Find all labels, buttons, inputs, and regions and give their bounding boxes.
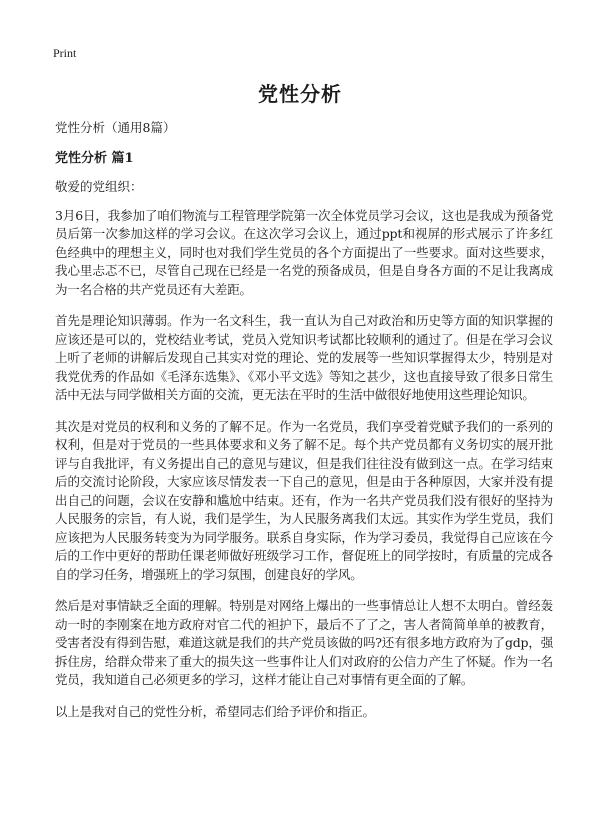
section-heading: 党性分析 篇1 <box>55 150 134 166</box>
document-title: 党性分析 <box>258 82 342 106</box>
document-subtitle: 党性分析（通用8篇） <box>55 120 176 135</box>
document-body <box>55 119 553 721</box>
paragraph-1: 3月6日，我参加了咱们物流与工程管理学院第一次全体党员学习会议，这也是我成为预备党员后第一次参加这样的学习会议。在这次学习会议上，通过ppt和视屏的形式展示了许多红色经典中的理想主义，同时也对我们学生党员的各个方面提出了一些要求。面对这些要求，我心里忐忑不已，尽管自己现在已经是一名党的预备成员，但是自身各方面的不足让我离成为一名合格的共产党员还有大差距。 <box>55 207 553 297</box>
paragraph-2: 首先是理论知识薄弱。作为一名文科生，我一直认为自己对政治和历史等方面的知识掌握的应该还是可以的，党校结业考试，党员入党知识考试都比较顺利的通过了。但是在学习会议上听了老师的讲解后发现自己其实对党的理论、党的发展等一些知识掌握得太少，特别是对我党优秀的作品如《毛泽东选集》、《邓小平文选》等知之甚少，这也直接导致了很多日常生活中无法与同学做相关方面的交流，更无法在平时的生活中做很好地使用这些理论知识。 <box>55 313 553 402</box>
salutation: 敬爱的党组织： <box>55 179 143 194</box>
paragraph-3: 其次是对党员的权利和义务的了解不足。作为一名党员，我们享受着党赋予我们的一系列的权利，但是对于党员的一些具体要求和义务了解不足。每个共产党员都有义务切实的展开批评与自我批评，有义务提出自己的意见与建议，但是我们往往没有做到这一点。在学习结束后的交流讨论阶段，大家应该尽情发表一下自己的意见，但是由于各种原因，大家并没有提出自己的问题，会议在安静和尴尬中结束。还有，作为一名共产党员我们没有很好的坚持为人民服务的宗旨，有人说，我们是学生，为人民服务离我们太远。其实作为学生党员，我们应该把为人民服务转变为为同学服务。联系自身实际，作为学习委员，我觉得自己应该在今后的工作中更好的帮助任课老师做好班级学习工作，督促班上的同学按时，有质量的完成各自的学习任务，增强班上的学习氛围，创建良好的学风。 <box>55 418 553 582</box>
paragraph-5: 以上是我对自己的党性分析，希望同志们给予评价和指正。 <box>55 703 375 719</box>
paragraph-4: 然后是对事情缺乏全面的理解。特别是对网络上爆出的一些事情总让人想不太明白。曾经轰动一时的李刚案在地方政府对官二代的袒护下，最后不了了之，害人者简简单单的被教育，受害者没有得到告慰，难道这就是我们的共产党员该做的吗?还有很多地方政府为了gdp，强拆住房，给群众带来了重大的损失这一些事件让人们对政府的公信力产生了怀疑。作为一名党员，我知道自己必须更多的学习，这样才能让自己对事情有更全面的了解。 <box>55 598 553 687</box>
print-label: Print <box>53 46 77 60</box>
